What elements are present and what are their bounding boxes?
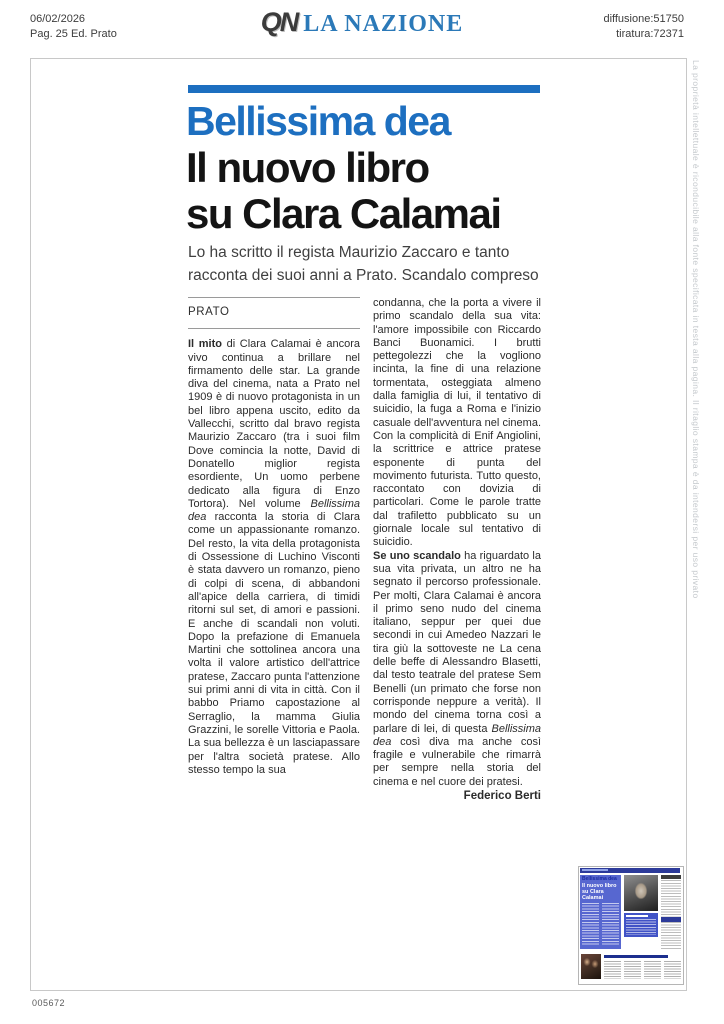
- thumbnail-bottom-photo: [581, 954, 601, 979]
- thumbnail-section-bar: [580, 868, 680, 873]
- thumbnail-text-lines: [644, 961, 661, 979]
- page-thumbnail: [578, 866, 684, 985]
- article-paragraph: Se uno scandalo ha riguardato la sua vita privata, un altro ne ha segnato il percorso professionale. Per molti, Clara Calamai è ancora il primo seno nudo del cinema italiano, seppur per quei due secondi in cui Amedeo Nazzari le tira giù la sottoveste ne La cena delle beffe di Alessandro Blasetti, dal testo teatrale del pratese Sem Benelli (un primato che forse non corrisponde neppure a verità). Il mondo del cinema torna così a parlare di lei, di questa Bellissima dea così diva ma anche così fragile e vulnerabile che rimarrà per sempre nella storia del cinema e nel cuore dei pratesi.: [373, 549, 541, 788]
- article-paragraph: condanna, che la porta a vivere il primo scandalo della sua vita: l'amore impossibile con Riccardo Banci Buonamici. I brutti pettegolezzi che la vogliono incinta, la fine di una relazione tormentata, osteggiata almeno dalla famiglia di lui, il tentativo di suicidio, la fuga a Roma e l'inizio casuale dell'avventura nel cinema. Con la complicità di Enif Angiolini, la scrittrice e attrice pratese esponente di punta del movimento futurista. Tutto questo, raccontato con dovizia di particolari. Come le parole tratte dal trafiletto pubblicato su un giornale locale sul tentativo di suicidio.: [373, 297, 541, 549]
- thumbnail-caption-lines: [626, 919, 656, 935]
- thumbnail-bottom-article: [580, 952, 682, 981]
- copyright-side-note: La proprietà intellettuale è riconducibile alla fonte specificata in testa alla pagina. Il ritaglio stampa è da intendersi per uso privato: [691, 60, 701, 599]
- diffusione-stat: diffusione:51750: [603, 13, 684, 25]
- thumbnail-text-lines: [604, 961, 621, 979]
- article-subtitle: [188, 241, 568, 287]
- thumbnail-side-navy-bar: [661, 917, 681, 922]
- thumbnail-caption-header: [626, 915, 648, 917]
- thumbnail-bottom-headline-bar: [604, 955, 668, 958]
- thumbnail-headline-white: Il nuovo libro su Clara Calamai: [582, 883, 617, 901]
- clipping-date: 06/02/2026: [30, 13, 86, 25]
- thumbnail-headline-blue: Bellissima dea: [582, 876, 617, 882]
- headline-accent-bar: [188, 85, 540, 93]
- thumbnail-text-lines: [664, 961, 681, 979]
- la-nazione-logo: LA NAZIONE: [303, 11, 464, 37]
- headline-line-1: Il nuovo libro: [186, 144, 429, 191]
- headline-line-2: su Clara Calamai: [186, 190, 501, 237]
- dateline-kicker: PRATO: [188, 306, 230, 318]
- thumbnail-caption-box: [624, 913, 658, 937]
- tiratura-stat: tiratura:72371: [616, 28, 684, 40]
- thumbnail-portrait-photo: [624, 875, 658, 911]
- thumbnail-section-label-bar: [582, 869, 608, 871]
- headline-main-title: [186, 145, 606, 237]
- thumbnail-text-lines: [602, 903, 619, 946]
- article-paragraph: Il mito di Clara Calamai è ancora vivo continua a brillare nel firmamento delle star. La grande diva del cinema, nata a Prato nel 1909 è di nuovo protagonista in un bel libro appena uscito, edito da Vallecchi, scritto dal bravo regista Maurizio Zaccaro (tra i suoi film Dove comincia la notte, David di Donatello miglior regista esordiente, Un uomo perbene dedicato alla figura di Enzo Tortora). Nel volume Bellissima dea racconta la storia di Clara come un appassionante romanzo. Del resto, la vita della protagonista di Ossessione di Luchino Visconti è stata davvero un romanzo, pieno di colpi di scena, di abbandoni all'apice della carriera, di timidi ritorni sul set, di amori e passioni. E anche di scandali non voluti. Dopo la prefazione di Emanuela Martini che sottolinea ancora una volta il valore artistico dell'attrice pratese, Zaccaro punta l'attenzione sui primi anni di vita in città. Con il babbo Priamo capostazione al Serraglio, la mamma Giulia Grazzini, le sorelle Vittoria e Paola. La sua bellezza è un lasciapassare per l'altra società pratese. Allo stesso tempo la sua: [188, 338, 360, 776]
- article-column-right: [373, 297, 541, 803]
- clipping-meta-right: [603, 12, 684, 42]
- thumbnail-text-lines: [582, 903, 599, 946]
- thumbnail-side-header: [661, 875, 681, 879]
- thumbnail-article-block: [580, 875, 621, 949]
- clipping-page-edition: Pag. 25 Ed. Prato: [30, 28, 117, 40]
- headline-kicker-title: Bellissima dea: [186, 98, 450, 144]
- thumbnail-side-column: [661, 875, 681, 949]
- subtitle-line-2: racconta dei suoi anni a Prato. Scandalo compreso: [188, 267, 539, 284]
- subtitle-line-1: Lo ha scritto il regista Maurizio Zaccaro e tanto: [188, 244, 510, 261]
- kicker-rule-bottom: [188, 328, 360, 329]
- clipping-code: 005672: [32, 998, 66, 1008]
- article-byline: Federico Berti: [463, 789, 541, 802]
- article-column-left: [188, 297, 360, 777]
- qn-logo: QN: [260, 7, 298, 37]
- thumbnail-text-lines: [624, 961, 641, 979]
